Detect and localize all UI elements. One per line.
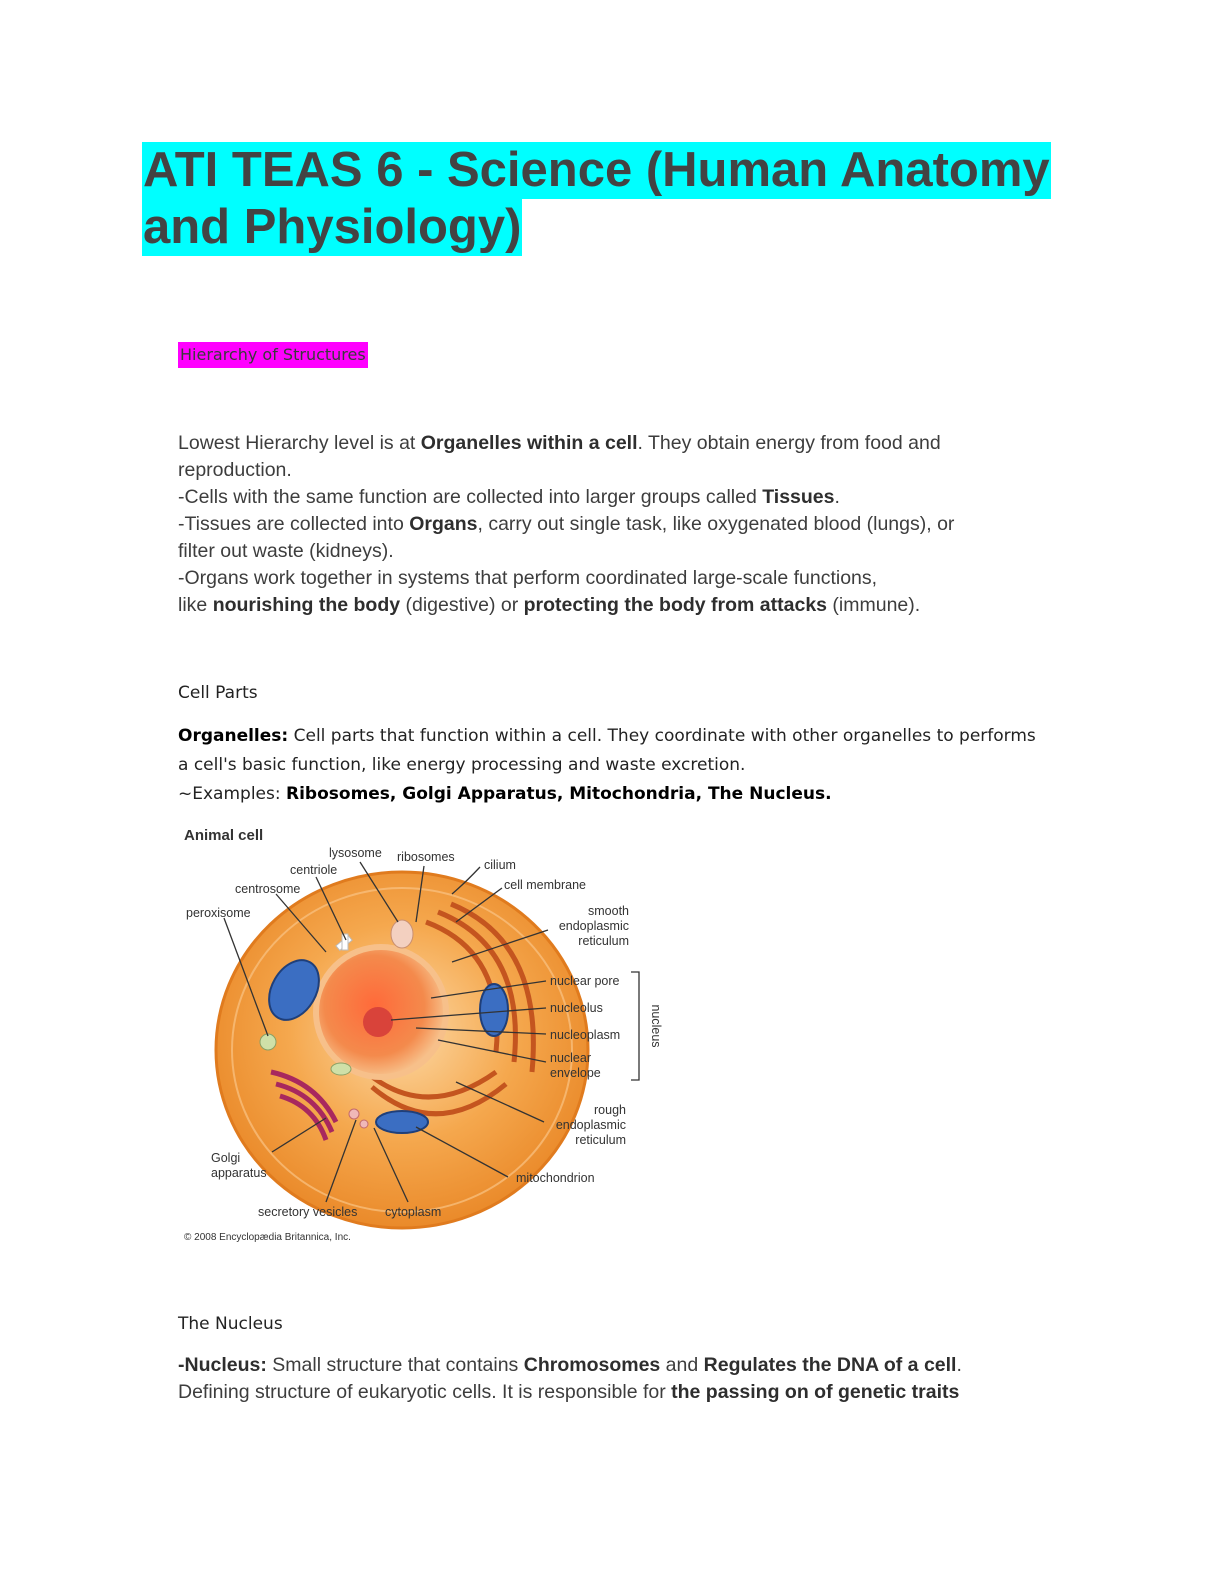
hierarchy-line-7: like nourishing the body (digestive) or protecting the body from attacks (immune). xyxy=(178,594,921,616)
label-cytoplasm: cytoplasm xyxy=(385,1205,442,1219)
cell-parts-line-3: ~Examples: Ribosomes, Golgi Apparatus, Mitochondria, The Nucleus. xyxy=(178,784,832,804)
secretory-vesicle-shape xyxy=(349,1109,359,1119)
nucleus-heading: The Nucleus xyxy=(178,1314,283,1334)
label-nucleoplasm: nucleoplasm xyxy=(550,1028,621,1042)
lysosome-shape xyxy=(391,920,413,948)
figure-copyright: © 2008 Encyclopædia Britannica, Inc. xyxy=(184,1232,351,1243)
hierarchy-paragraph xyxy=(178,430,1078,619)
label-nuclear-pore: nuclear pore xyxy=(550,974,620,988)
label-smooth-er-3: reticulum xyxy=(578,934,629,948)
nucleolus-shape xyxy=(363,1007,393,1037)
label-golgi-1: Golgi xyxy=(211,1151,241,1165)
label-peroxisome: peroxisome xyxy=(186,906,251,920)
label-centriole: centriole xyxy=(290,863,338,877)
figure-title: Animal cell xyxy=(184,827,264,844)
hierarchy-line-2: reproduction. xyxy=(178,459,292,481)
document-title-line-2: and Physiology) xyxy=(143,200,522,254)
label-smooth-er-2: endoplasmic xyxy=(558,919,629,933)
label-centrosome: centrosome xyxy=(235,882,301,896)
nucleus-line-1: -Nucleus: Small structure that contains Chromosomes and Regulates the DNA of a cell. xyxy=(178,1354,962,1376)
mitochondrion-shape-2 xyxy=(480,984,508,1036)
cell-parts-line-2: a cell's basic function, like energy processing and waste excretion. xyxy=(178,755,746,775)
label-nucleus: nucleus xyxy=(649,1004,663,1048)
label-rough-er-2: endoplasmic xyxy=(555,1118,626,1132)
animal-cell-diagram xyxy=(176,822,676,1252)
nucleus-line-2: Defining structure of eukaryotic cells. It is responsible for the passing on of genetic traits xyxy=(178,1381,960,1403)
hierarchy-line-5: filter out waste (kidneys). xyxy=(178,540,394,562)
hierarchy-line-4: -Tissues are collected into Organs, carry out single task, like oxygenated blood (lungs), or xyxy=(178,513,955,535)
label-golgi-2: apparatus xyxy=(211,1166,267,1180)
hierarchy-line-1: Lowest Hierarchy level is at Organelles within a cell. They obtain energy from food and xyxy=(178,432,941,454)
label-cilium: cilium xyxy=(484,858,516,872)
label-nucleolus: nucleolus xyxy=(550,1001,603,1015)
label-nuclear-envelope-1: nuclear xyxy=(550,1051,591,1065)
cell-parts-heading: Cell Parts xyxy=(178,683,258,703)
nucleus-paragraph xyxy=(178,1352,1078,1406)
hierarchy-line-6: -Organs work together in systems that perform coordinated large-scale functions, xyxy=(178,567,878,589)
label-lysosome: lysosome xyxy=(329,846,382,860)
hierarchy-line-3: -Cells with the same function are collected into larger groups called Tissues. xyxy=(178,486,840,508)
label-cell-membrane: cell membrane xyxy=(504,878,586,892)
label-ribosomes: ribosomes xyxy=(397,850,455,864)
cell-parts-line-1: Organelles: Cell parts that function within a cell. They coordinate with other organelles to performs xyxy=(178,726,1036,746)
document-title-line-1: ATI TEAS 6 - Science (Human Anatomy xyxy=(143,143,1050,197)
label-rough-er-1: rough xyxy=(594,1103,626,1117)
label-secretory-vesicles: secretory vesicles xyxy=(258,1205,358,1219)
label-nuclear-envelope-2: envelope xyxy=(550,1066,601,1080)
cell-parts-paragraph xyxy=(178,722,1078,809)
hierarchy-heading: Hierarchy of Structures xyxy=(178,342,368,368)
label-smooth-er-1: smooth xyxy=(588,904,629,918)
label-rough-er-3: reticulum xyxy=(575,1133,626,1147)
label-mitochondrion: mitochondrion xyxy=(516,1171,595,1185)
peroxisome-shape xyxy=(260,1034,276,1050)
